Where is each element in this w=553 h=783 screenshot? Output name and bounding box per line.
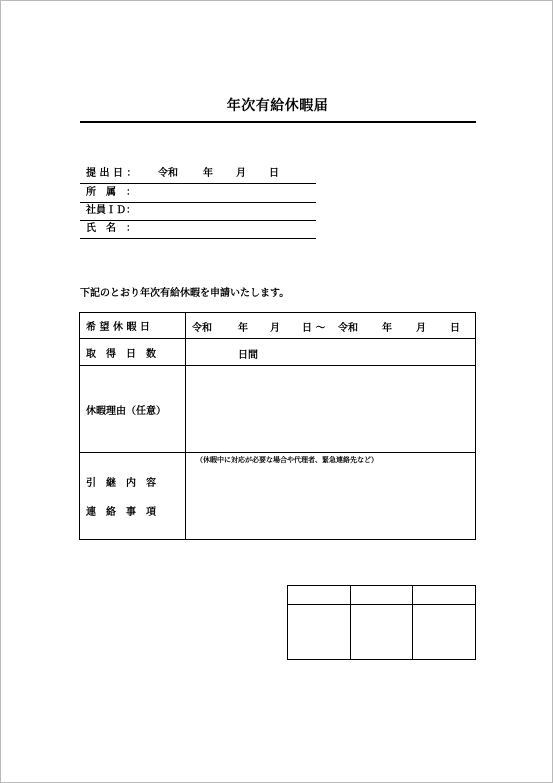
intro-text: 下記のとおり年次有給休暇を申請いたします。: [80, 288, 290, 299]
submission-date-label: 提 出 日 ：: [86, 168, 137, 179]
title-underline: [80, 121, 476, 123]
submission-day-unit: 日: [269, 168, 279, 179]
contact-label: 連 絡 事 項: [86, 507, 156, 518]
handover-note: （休暇中に対応が必要な場合や代理者、緊急連絡先など）: [196, 456, 378, 464]
handover-cell: [186, 453, 476, 540]
reason-cell: [186, 366, 476, 453]
stamp-box: [350, 605, 413, 660]
leave-dates-row: [80, 313, 476, 339]
stamp-body-row: [288, 605, 476, 660]
to-year-unit: 年: [382, 323, 392, 334]
from-month-unit: 月: [270, 323, 280, 334]
department-row: [80, 184, 316, 203]
approval-stamp-table: [287, 585, 476, 660]
days-taken-row: [80, 339, 476, 366]
reason-row: [80, 366, 476, 453]
submission-date-row: [80, 165, 316, 184]
submission-month-unit: 月: [236, 168, 246, 179]
name-row: [80, 220, 316, 239]
reason-label: 休暇理由（任意）: [80, 366, 186, 453]
from-year-unit: 年: [238, 323, 248, 334]
stamp-header-cell: [413, 586, 476, 605]
stamp-box: [288, 605, 351, 660]
to-day-unit: 日: [450, 323, 460, 334]
leave-dates-label: 希 望 休 暇 日: [80, 313, 186, 339]
document-title: 年次有給休暇届: [226, 98, 329, 114]
handover-row: [80, 453, 476, 540]
stamp-header-cell: [288, 586, 351, 605]
employee-id-label: 社員ＩＤ：: [86, 205, 136, 216]
stamp-header-cell: [350, 586, 413, 605]
department-label: 所 属 ：: [86, 187, 136, 198]
days-taken-cell: [186, 339, 476, 366]
name-label: 氏 名 ：: [86, 223, 136, 234]
days-unit: 日間: [238, 350, 258, 361]
submission-era: 令和: [158, 168, 178, 179]
handover-label: 引 継 内 容: [86, 478, 156, 489]
employee-id-row: [80, 202, 316, 221]
stamp-box: [413, 605, 476, 660]
stamp-header-row: [288, 586, 476, 605]
submission-year-unit: 年: [203, 168, 213, 179]
from-day-unit: 日 〜: [302, 323, 326, 334]
leave-dates-cell: [186, 313, 476, 339]
days-taken-label: 取 得 日 数: [80, 339, 186, 366]
to-era: 令和: [338, 323, 358, 334]
handover-labels-cell: [80, 453, 186, 540]
from-era: 令和: [192, 323, 212, 334]
to-month-unit: 月: [416, 323, 426, 334]
leave-form-table: [79, 312, 476, 540]
